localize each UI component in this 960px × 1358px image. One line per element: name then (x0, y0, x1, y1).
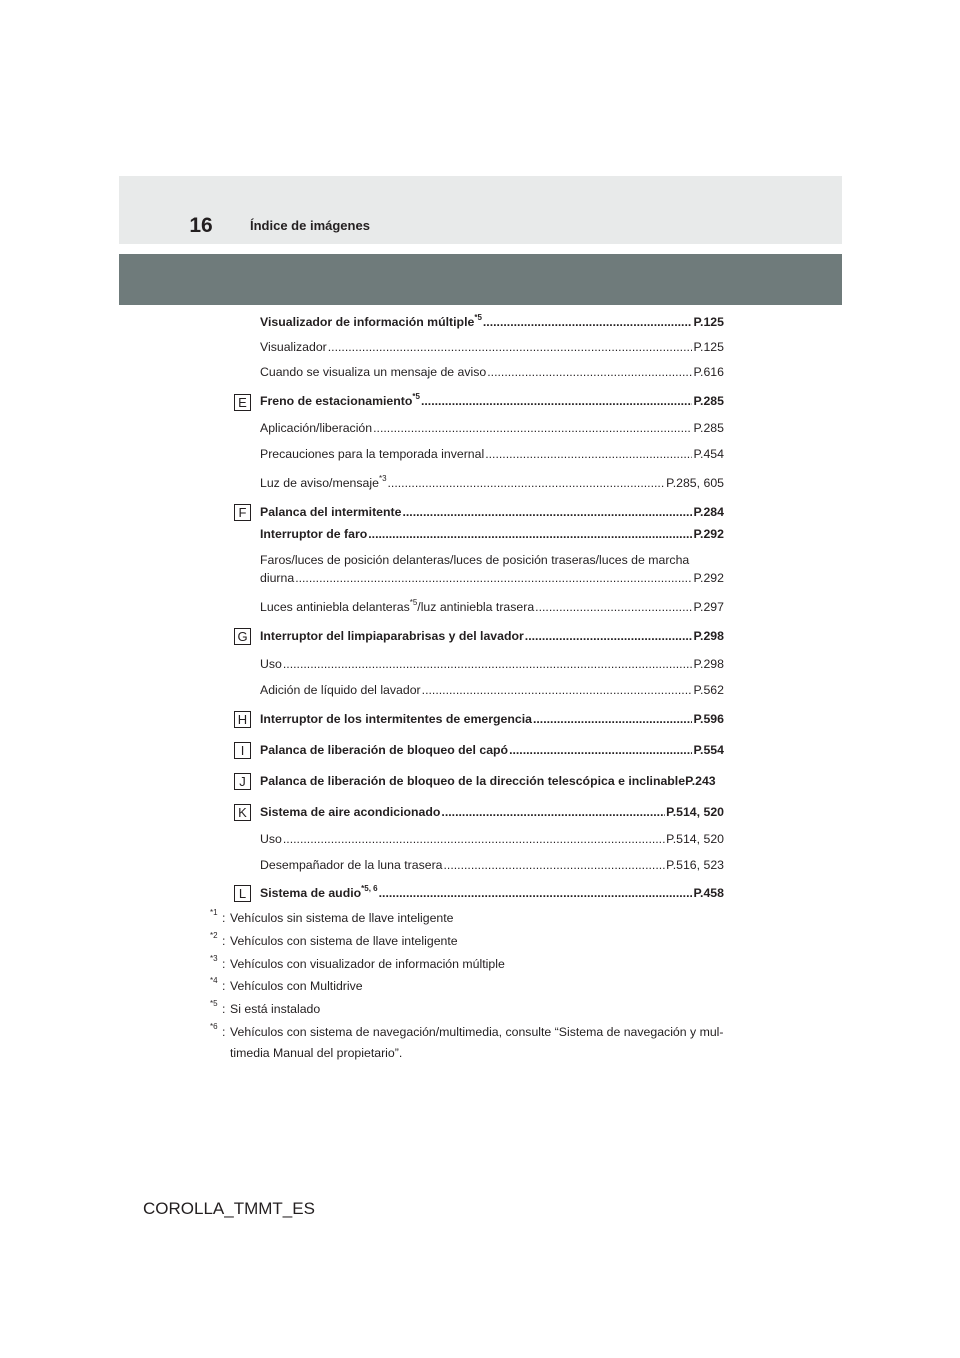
section-label-i: I (234, 742, 251, 759)
section-label-f: F (234, 504, 251, 521)
document-code: COROLLA_TMMT_ES (143, 1199, 315, 1218)
entry-row[interactable]: Uso ..... P.298 (260, 655, 724, 673)
entry-row[interactable]: Visualizador ..... P.125 (260, 338, 724, 356)
entry-row[interactable]: Palanca de liberación de bloqueo de la dirección telescópica e inclinable P.243 (260, 774, 716, 788)
section-label-j: J (234, 773, 251, 790)
entry-row[interactable]: Freno de estacionamiento$^{*5}$ ..... P.285 (260, 392, 724, 410)
entry-row[interactable]: Desempañador de la luna trasera ..... P.516, 523 (260, 856, 724, 874)
entry-row[interactable]: Luz de aviso/mensaje$^{*3}$ ..... P.285, 605 (260, 474, 724, 492)
section-label-l: L (234, 885, 251, 902)
header-bar (119, 254, 842, 305)
entry-row[interactable]: diurna ..... P.292 (260, 569, 724, 587)
section-label-e: E (234, 394, 251, 411)
page-number: 16 (189, 214, 213, 237)
entry-row[interactable]: Adición de líquido del lavador ..... P.562 (260, 681, 724, 699)
section-label-k: K (234, 804, 251, 821)
header-band (119, 176, 842, 244)
entry-row[interactable]: Uso ..... P.514, 520 (260, 830, 724, 848)
section-title: Índice de imágenes (250, 218, 370, 233)
entry-row[interactable]: Interruptor de faro ..... P.292 (260, 525, 724, 543)
entry-page: P.125 (693, 315, 724, 329)
entry-wrapped-text: Faros/luces de posición delanteras/luces de posición traseras/luces de marcha (260, 553, 690, 567)
entry-row[interactable]: Luces antiniebla delanteras$^{*5}$/luz antiniebla trasera ..... P.297 (260, 598, 724, 616)
entry-row[interactable]: Palanca del intermitente ..... P.284 (260, 503, 724, 521)
entry-row[interactable]: Cuando se visualiza un mensaje de aviso ..... P.616 (260, 363, 724, 381)
section-label-g: G (234, 628, 251, 645)
entry-row[interactable] (260, 313, 724, 331)
section-label-h: H (234, 711, 251, 728)
entry-row[interactable]: Palanca de liberación de bloqueo del capó ..... P.554 (260, 741, 724, 759)
entry-row[interactable]: Interruptor del limpiaparabrisas y del lavador ..... P.298 (260, 627, 724, 645)
entry-row[interactable]: Interruptor de los intermitentes de emergencia ..... P.596 (260, 710, 724, 728)
entry-row[interactable]: Precauciones para la temporada invernal ..... P.454 (260, 445, 724, 463)
entry-row[interactable]: Aplicación/liberación ..... P.285 (260, 419, 724, 437)
entry-row[interactable]: Sistema de aire acondicionado ..... P.514, 520 (260, 803, 724, 821)
entry-row[interactable]: Sistema de audio$^{*5, 6}$ ..... P.458 (260, 884, 724, 902)
entry-text: Visualizador de información múltiple$^{*5}$ (260, 313, 482, 329)
